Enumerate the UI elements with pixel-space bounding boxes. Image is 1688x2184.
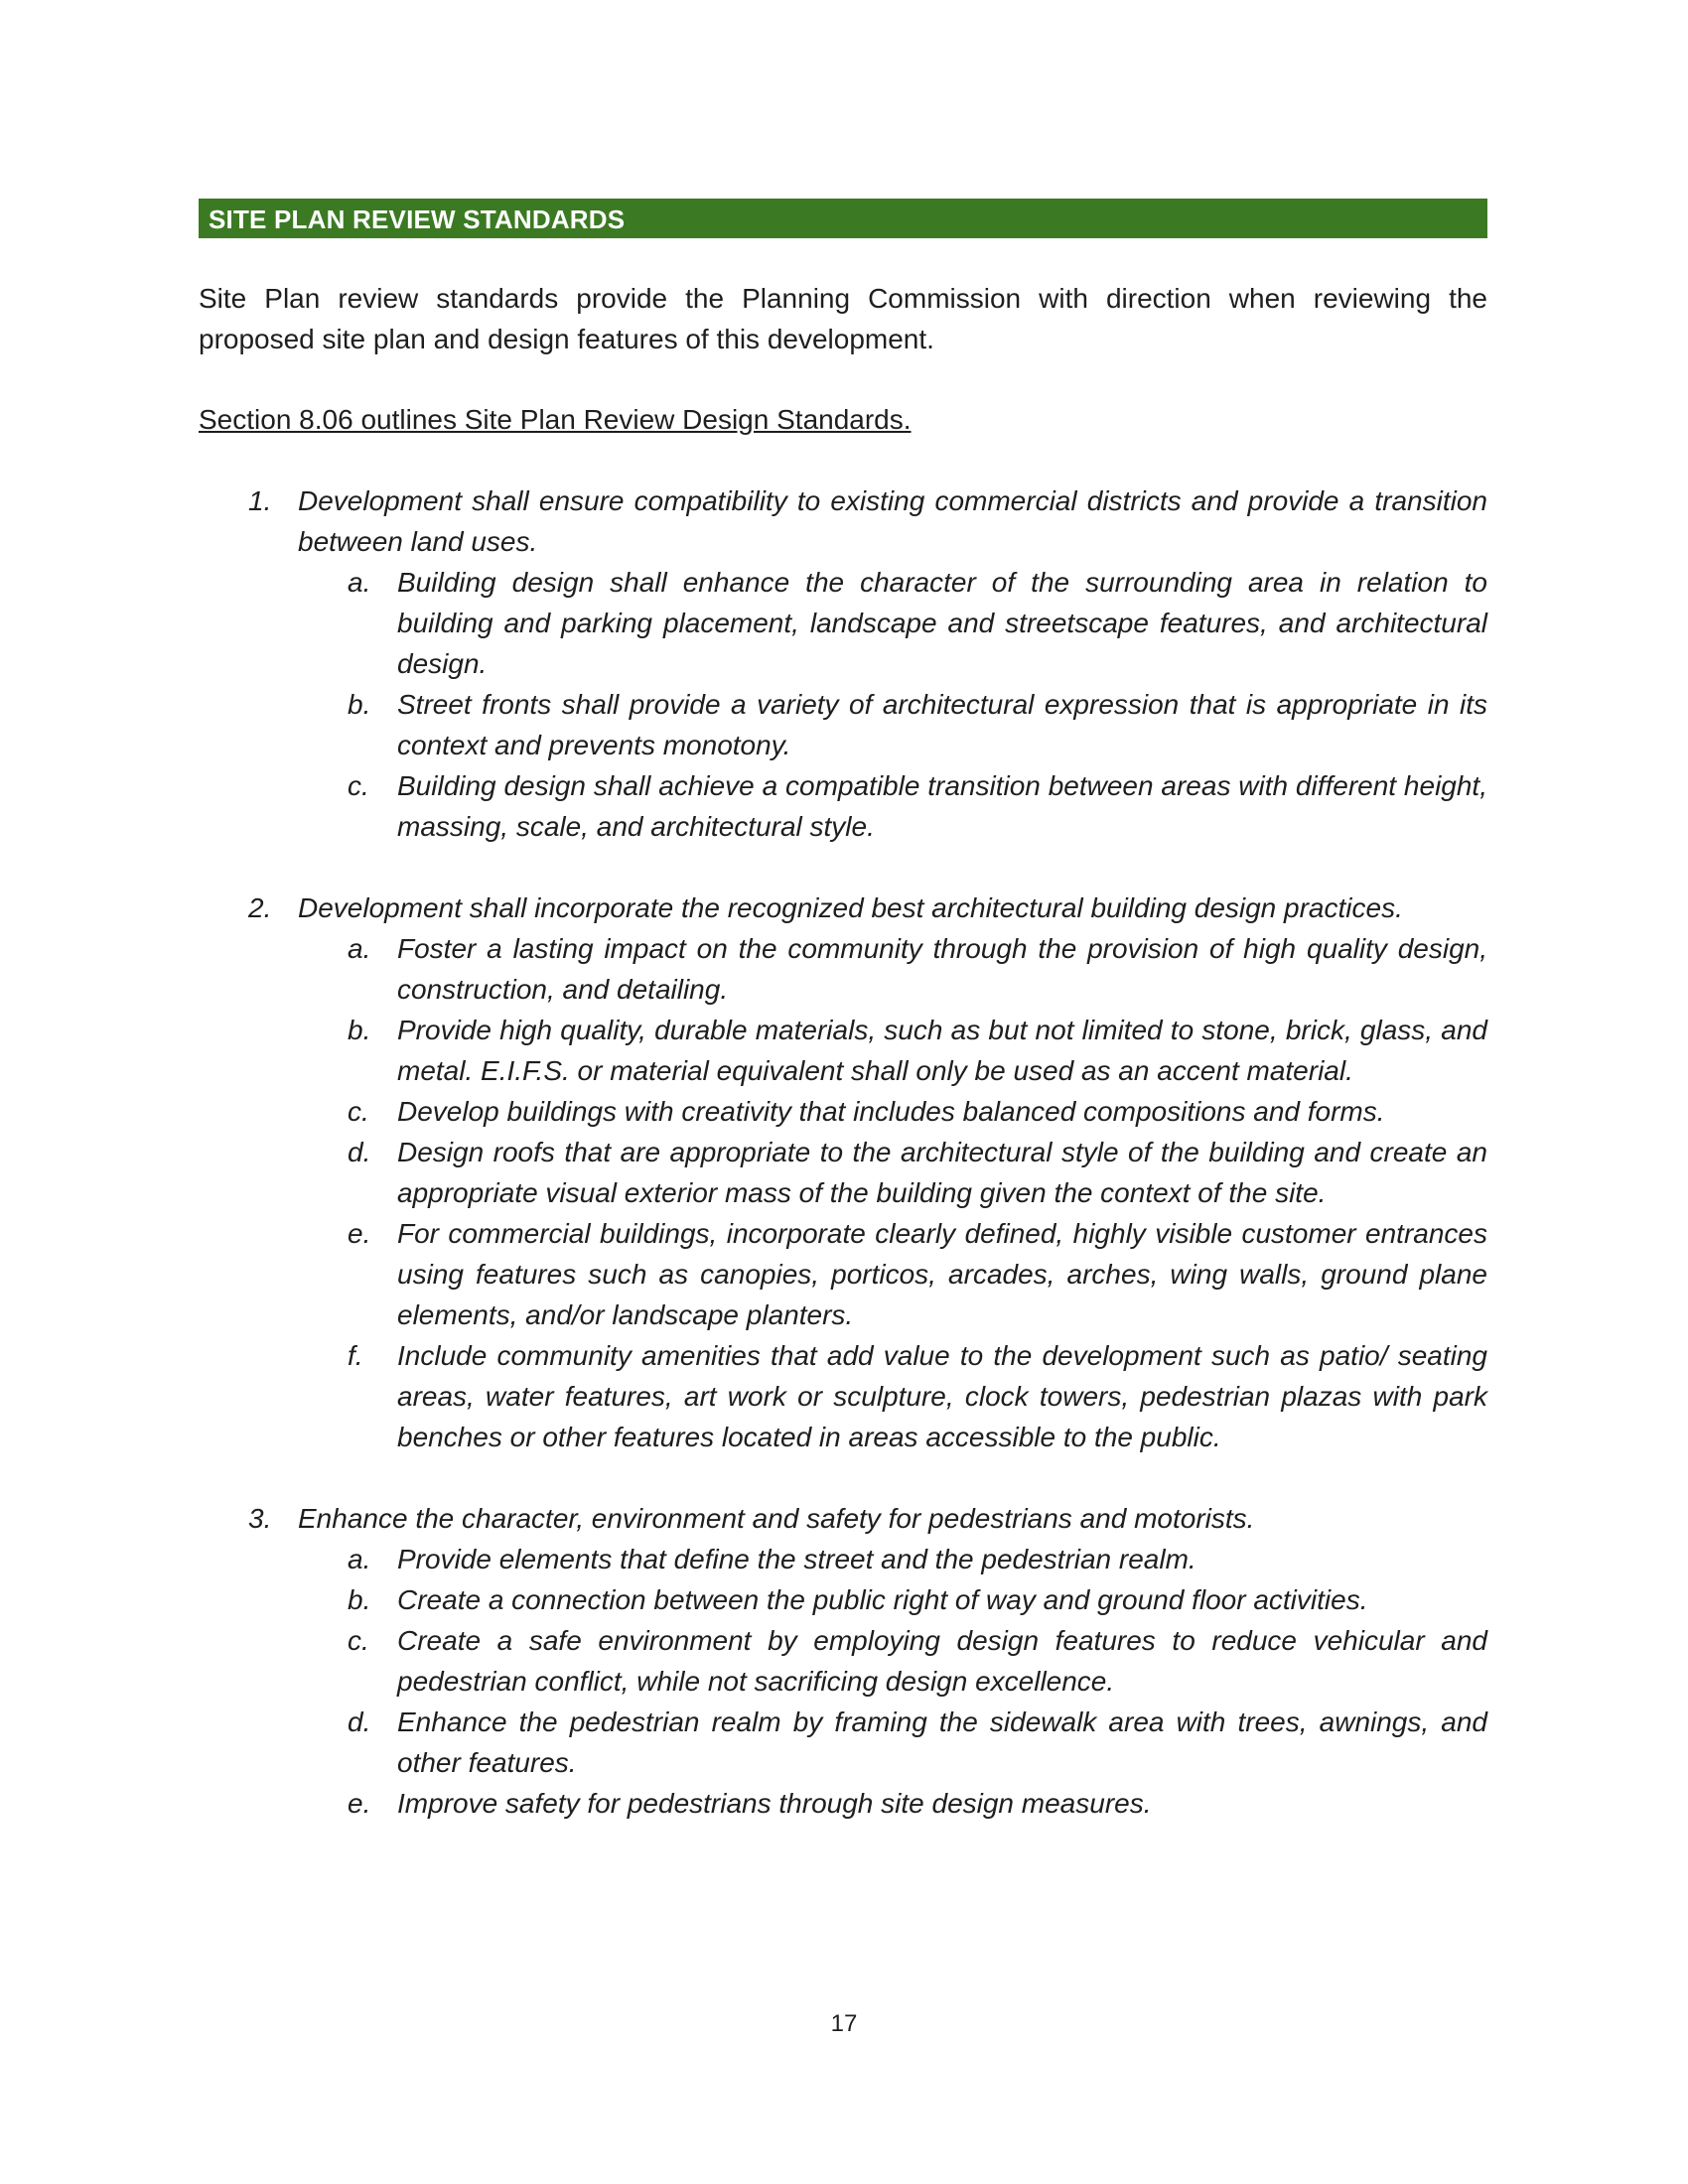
sub-standard-text: Improve safety for pedestrians through site design measures. (397, 1788, 1152, 1819)
sub-standard-text: Building design shall enhance the character of the surrounding area in relation to building and parking placement, landscape and streetscape features, and architectural design. (397, 567, 1487, 679)
sub-standard-item (298, 928, 1487, 1010)
sub-standard-item (298, 1620, 1487, 1702)
sub-standard-letter: d. (348, 1137, 371, 1167)
sub-standard-text: Provide high quality, durable materials, such as but not limited to stone, brick, glass, and metal. E.I.F.S. or material equivalent shall only be used as an accent material. (397, 1015, 1487, 1086)
sub-standard-letter: b. (348, 1015, 371, 1045)
sub-standards-list (298, 928, 1487, 1457)
sub-standard-letter: a. (348, 567, 371, 598)
sub-standard-text: Create a connection between the public right of way and ground floor activities. (397, 1584, 1368, 1615)
sub-standard-text: Foster a lasting impact on the community through the provision of high quality design, construction, and detailing. (397, 933, 1487, 1005)
sub-standard-letter: d. (348, 1706, 371, 1737)
sub-standard-text: Include community amenities that add value to the development such as patio/ seating areas, water features, art work or sculpture, clock towers, pedestrian plazas with park benches or other features located in areas accessible to the public. (397, 1340, 1487, 1452)
sub-standard-item (298, 562, 1487, 684)
sub-standard-item (298, 765, 1487, 847)
document-page (199, 199, 1487, 1864)
section-reference: Section 8.06 outlines Site Plan Review Design Standards. (199, 404, 912, 435)
standards-list (199, 480, 1487, 1824)
sub-standard-letter: b. (348, 689, 371, 720)
sub-standard-text: Create a safe environment by employing design features to reduce vehicular and pedestrian conflict, while not sacrificing design excellence. (397, 1625, 1487, 1697)
standard-text: Enhance the character, environment and safety for pedestrians and motorists. (298, 1503, 1255, 1534)
sub-standard-letter: e. (348, 1218, 371, 1249)
standard-number: 1. (248, 485, 272, 516)
sub-standard-text: Design roofs that are appropriate to the architectural style of the building and create an appropriate visual exterior mass of the building given the context of the site. (397, 1137, 1487, 1208)
sub-standard-item (298, 1335, 1487, 1457)
sub-standard-text: Provide elements that define the street and the pedestrian realm. (397, 1544, 1196, 1574)
standard-item (199, 887, 1487, 1457)
sub-standard-item (298, 1132, 1487, 1213)
sub-standard-letter: c. (348, 1096, 369, 1127)
intro-paragraph: Site Plan review standards provide the Planning Commission with direction when reviewing the proposed site plan and design features of this development. (199, 283, 1487, 354)
sub-standard-letter: b. (348, 1584, 371, 1615)
sub-standard-letter: c. (348, 1625, 369, 1656)
sub-standard-text: Develop buildings with creativity that includes balanced compositions and forms. (397, 1096, 1385, 1127)
sub-standard-item (298, 1702, 1487, 1783)
sub-standard-letter: e. (348, 1788, 371, 1819)
standard-item (199, 1498, 1487, 1824)
sub-standard-item (298, 684, 1487, 765)
standard-item (199, 480, 1487, 847)
sub-standard-text: For commercial buildings, incorporate clearly defined, highly visible customer entrances using features such as canopies, porticos, arcades, arches, wing walls, ground plane elements, and/or landscape planters. (397, 1218, 1487, 1330)
standard-text: Development shall incorporate the recognized best architectural building design practices. (298, 892, 1403, 923)
sub-standards-list (298, 562, 1487, 847)
sub-standard-item (298, 1010, 1487, 1091)
sub-standards-list (298, 1539, 1487, 1824)
sub-standard-item (298, 1213, 1487, 1335)
sub-standard-letter: a. (348, 1544, 371, 1574)
sub-standard-letter: a. (348, 933, 371, 964)
standard-number: 2. (248, 892, 272, 923)
page-number: 17 (830, 2010, 858, 2037)
sub-standard-letter: c. (348, 770, 369, 801)
section-header: SITE PLAN REVIEW STANDARDS (199, 199, 1487, 238)
sub-standard-text: Enhance the pedestrian realm by framing the sidewalk area with trees, awnings, and other features. (397, 1706, 1487, 1778)
sub-standard-item (298, 1783, 1487, 1824)
sub-standard-text: Street fronts shall provide a variety of architectural expression that is appropriate in its context and prevents monotony. (397, 689, 1487, 760)
sub-standard-text: Building design shall achieve a compatible transition between areas with different height, massing, scale, and architectural style. (397, 770, 1487, 842)
sub-standard-item (298, 1091, 1487, 1132)
sub-standard-item (298, 1579, 1487, 1620)
standard-text: Development shall ensure compatibility to existing commercial districts and provide a transition between land uses. (298, 485, 1487, 557)
standard-number: 3. (248, 1503, 272, 1534)
sub-standard-letter: f. (348, 1340, 363, 1371)
sub-standard-item (298, 1539, 1487, 1579)
